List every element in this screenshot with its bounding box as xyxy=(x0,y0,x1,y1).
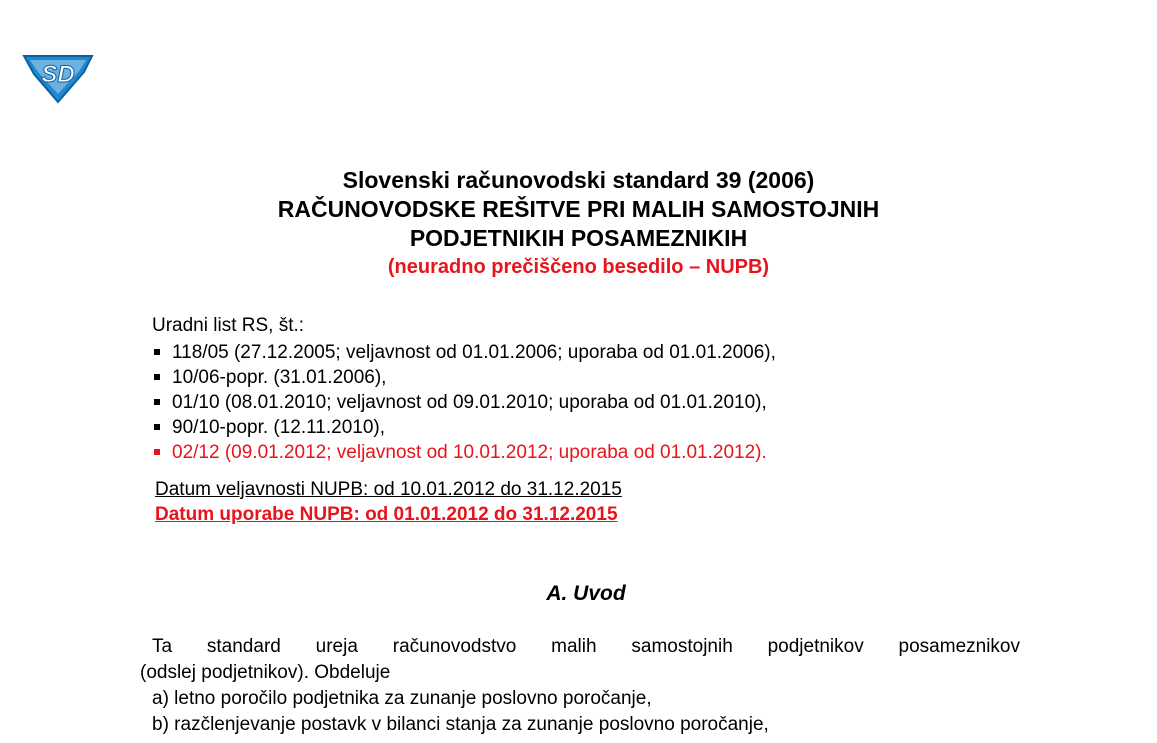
intro-line-2: (odslej podjetnikov). Obdeluje xyxy=(140,662,391,683)
reference-item: 10/06-popr. (31.01.2006), xyxy=(152,365,776,390)
validity-date: Datum veljavnosti NUPB: od 10.01.2012 do 31.12.2015 xyxy=(155,479,622,500)
section-heading: A. Uvod xyxy=(546,582,626,605)
reference-item: 118/05 (27.12.2005; veljavnost od 01.01.2006; uporaba od 01.01.2006), xyxy=(152,340,776,365)
title-line-1: Slovenski računovodski standard 39 (2006) xyxy=(342,167,815,193)
sd-logo-icon xyxy=(20,48,96,104)
intro-item-a: a) letno poročilo podjetnika za zunanje poslovno poročanje, xyxy=(152,688,652,709)
intro-paragraph xyxy=(140,634,1020,738)
intro-item-b: b) razčlenjevanje postavk v bilanci stanja za zunanje poslovno poročanje, xyxy=(152,714,769,735)
intro-line-1: Ta standard ureja računovodstvo malih samostojnih podjetnikov posameznikov xyxy=(152,636,1020,657)
title-line-3: PODJETNIKIH POSAMEZNIKIH xyxy=(409,225,748,251)
references-heading: Uradni list RS, št.: xyxy=(152,315,305,336)
reference-item: 01/10 (08.01.2010; veljavnost od 09.01.2010; uporaba od 01.01.2010), xyxy=(152,390,776,415)
title-subtitle: (neuradno prečiščeno besedilo – NUPB) xyxy=(387,256,770,278)
reference-item-current: 02/12 (09.01.2012; veljavnost od 10.01.2012; uporaba od 01.01.2012). xyxy=(152,440,776,465)
title-line-2: RAČUNOVODSKE REŠITVE PRI MALIH SAMOSTOJNIH xyxy=(277,196,880,222)
application-date: Datum uporabe NUPB: od 01.01.2012 do 31.12.2015 xyxy=(155,504,618,525)
document-title xyxy=(0,166,1157,281)
references-list xyxy=(152,340,776,465)
reference-item: 90/10-popr. (12.11.2010), xyxy=(152,415,776,440)
svg-text:SD: SD xyxy=(41,61,75,88)
